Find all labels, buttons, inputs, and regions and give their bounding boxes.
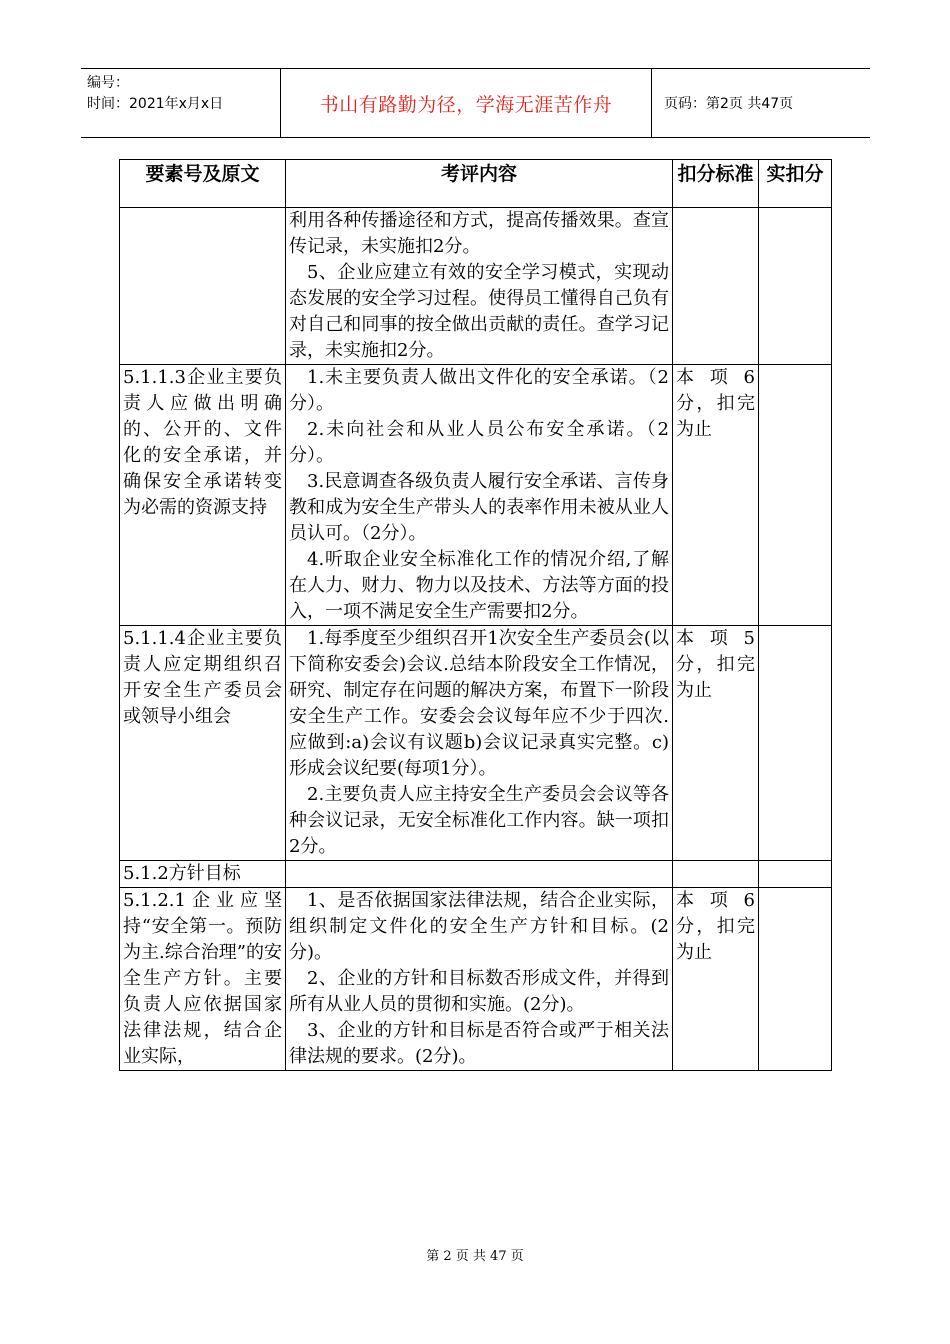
standard-cell: 本项6分，扣完为止 <box>673 365 759 626</box>
content-paragraph: 4.听取企业安全标准化工作的情况介绍,了解在人力、财力、物力以及技术、方法等方面的投入，一项不满足安全生产需要扣2分。 <box>289 549 669 622</box>
column-header-actual: 实扣分 <box>759 160 832 208</box>
content-cell <box>286 888 673 1071</box>
assessment-table <box>119 159 832 1071</box>
table-header-row <box>120 160 832 208</box>
standard-cell <box>673 208 759 365</box>
actual-cell <box>759 861 832 888</box>
content-paragraph: 5、企业应建立有效的安全学习模式，实现动态发展的安全学习过程。使得员工懂得自己负有对自己和同事的按全做出贡献的责任。查学习记录，未实施扣2分。 <box>289 262 669 361</box>
content-paragraph: 1.未主要负责人做出文件化的安全承诺。（2分）。 <box>289 367 669 414</box>
actual-cell <box>759 208 832 365</box>
element-cell: 5.1.1.3企业主要负责人应做出明确的、公开的、文件化的安全承诺，并确保安全承诺转变为必需的资源支持 <box>120 365 286 626</box>
standard-cell: 本项6分，扣完为止 <box>673 888 759 1071</box>
header-page-info: 页码：第2页 共47页 <box>664 96 794 112</box>
standard-cell: 本项5分，扣完为止 <box>673 626 759 861</box>
table-row <box>120 208 832 365</box>
content-paragraph: 1.每季度至少组织召开1次安全生产委员会(以下简称安委会)会议.总结本阶段安全工作情况，研究、制定存在问题的解决方案，布置下一阶段安全生产工作。安委会会议每年应不少于四次.应做到:a)会议有议题b)会议记录真实完整。c)形成会议纪要(每项1分）。 <box>289 628 669 779</box>
element-cell: 5.1.2.1企业应坚持“安全第一。预防为主.综合治理”的安全生产方针。主要负责人应依据国家法律法规，结合企业实际， <box>120 888 286 1071</box>
header-meta <box>81 69 281 137</box>
page-header <box>81 68 870 138</box>
content-paragraph: 3.民意调查各级负责人履行安全承诺、言传身教和成为安全生产带头人的表率作用未被从业人员认可。（2分）。 <box>289 471 669 544</box>
actual-cell <box>759 626 832 861</box>
document-date: 时间：2021年x月x日 <box>87 96 224 112</box>
element-cell: 5.1.1.4企业主要负责人应定期组织召开安全生产委员会或领导小组会 <box>120 626 286 861</box>
actual-cell <box>759 365 832 626</box>
content-cell <box>286 861 673 888</box>
table-row <box>120 626 832 861</box>
content-paragraph: 1、是否依据国家法律法规，结合企业实际，组织制定文件化的安全生产方针和目标。(2分)。 <box>289 890 669 963</box>
table-row <box>120 888 832 1071</box>
document-number-label: 编号： <box>87 75 129 91</box>
element-cell <box>120 208 286 365</box>
header-motto: 书山有路勤为径，学海无涯苦作舟 <box>281 69 652 137</box>
content-cell <box>286 208 673 365</box>
table-row <box>120 365 832 626</box>
content-paragraph: 2.主要负责人应主持安全生产委员会会议等各种会议记录，无安全标准化工作内容。缺一项扣2分。 <box>289 784 669 857</box>
content-paragraph: 3、企业的方针和目标是否符合或严于相关法律法规的要求。(2分)。 <box>289 1020 669 1067</box>
content-paragraph: 利用各种传播途径和方式，提高传播效果。查宣传记录，未实施扣2分。 <box>289 210 669 257</box>
element-cell: 5.1.2方针目标 <box>120 861 286 888</box>
content-cell <box>286 365 673 626</box>
content-paragraph: 2、企业的方针和目标数否形成文件，并得到所有从业人员的贯彻和实施。(2分)。 <box>289 968 669 1015</box>
column-header-element: 要素号及原文 <box>120 160 286 208</box>
table-row <box>120 861 832 888</box>
content-paragraph: 2.未向社会和从业人员公布安全承诺。（2分）。 <box>289 419 669 466</box>
column-header-content: 考评内容 <box>286 160 673 208</box>
content-cell <box>286 626 673 861</box>
page-footer: 第 2 页 共 47 页 <box>426 1249 524 1264</box>
column-header-standard: 扣分标准 <box>673 160 759 208</box>
actual-cell <box>759 888 832 1071</box>
standard-cell <box>673 861 759 888</box>
